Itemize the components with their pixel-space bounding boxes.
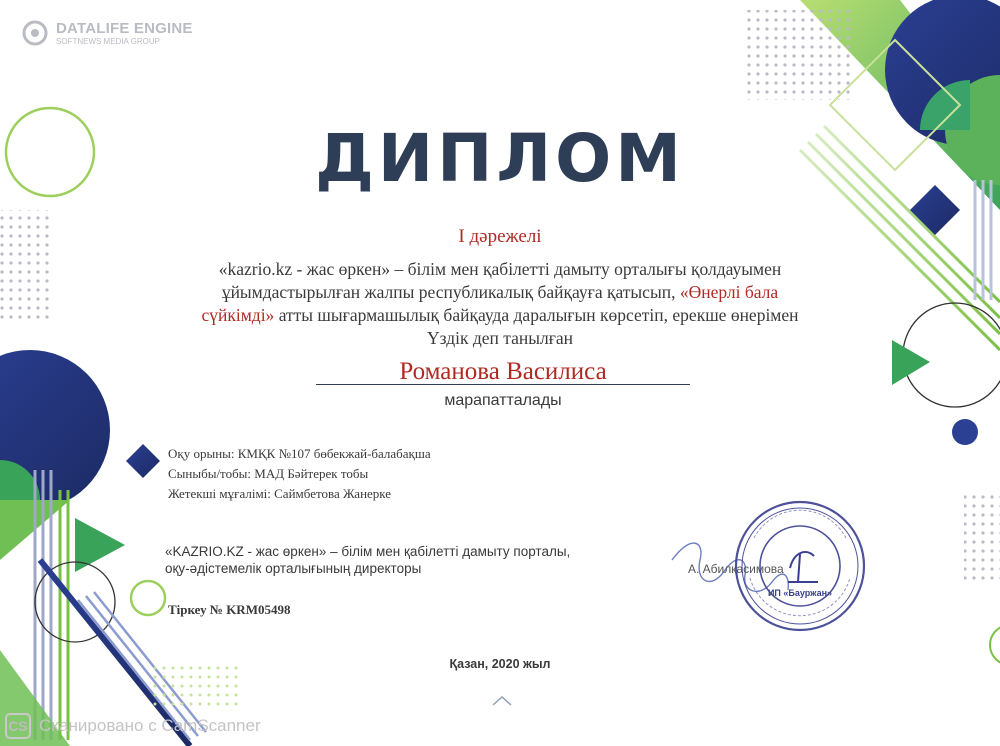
awarded-text: марапатталады [444, 392, 562, 409]
camscanner-logo-icon: CS [5, 713, 31, 739]
director-line1: «KAZRIO.KZ - жас өркен» – білім мен қабілетті дамыту порталы, [165, 544, 571, 559]
right-green-triangle [892, 340, 930, 385]
camscanner-text: Сканировано с CamScanner [39, 716, 261, 735]
award-paragraph [190, 258, 810, 350]
teacher-line: Жетекші мұғалімі: Саймбетова Жанерке [168, 486, 392, 501]
recipient-name: Романова Василиса [316, 360, 690, 385]
watermark-title: DATALIFE ENGINE [56, 19, 193, 37]
camscanner-watermark [5, 713, 261, 739]
left-green-vertical-stripes [60, 490, 68, 740]
datalife-watermark [22, 20, 193, 46]
bottom-left-green-dot-grid [150, 665, 240, 710]
director-line2: оқу-әдістемелік орталығының директоры [165, 561, 422, 576]
paragraph-part2: атты шығармашылық байқауда даралығын көрсетіп, ерекше өнерімен Үздік деп танылған [274, 305, 799, 348]
signer-name: А. Абилқасимова [688, 562, 784, 576]
participant-details [168, 444, 431, 504]
top-right-dot-grid [745, 10, 855, 100]
diploma-title: ДИПЛОМ [315, 120, 685, 197]
datalife-logo-icon [22, 20, 48, 46]
left-green-triangle [75, 518, 125, 572]
official-stamp [732, 498, 868, 634]
bottom-chevron [493, 697, 511, 705]
paragraph-part1: «kazrio.kz - жас өркен» – білім мен қабілетті дамыту орталығы қолдауымен ұйымдастырылған жалпы республикалық байқауға қатысып, [218, 259, 782, 302]
degree-text: І дәрежелі [458, 226, 542, 247]
right-small-navy-dot [952, 419, 978, 445]
director-block [165, 543, 570, 577]
contest-name: «Өнерлі бала сүйкімді» [201, 282, 779, 325]
watermark-subtitle: SOFTNEWS MEDIA GROUP [56, 36, 161, 46]
registration-number: Тіркеу № KRM05498 [168, 602, 291, 617]
school-line: Оқу орыны: КМҚК №107 бөбекжай-балабақша [168, 446, 431, 461]
stamp-palm-icon [788, 552, 818, 582]
place-date: Қазан, 2020 жыл [449, 657, 551, 671]
left-navy-diamond [126, 444, 160, 478]
right-dot-grid [964, 495, 1000, 585]
stamp-center-text: ИП «Бауржан» [767, 588, 833, 598]
group-line: Сыныбы/тобы: МАД Бәйтерек тобы [168, 466, 369, 481]
bottom-left-green-ring [131, 581, 165, 615]
